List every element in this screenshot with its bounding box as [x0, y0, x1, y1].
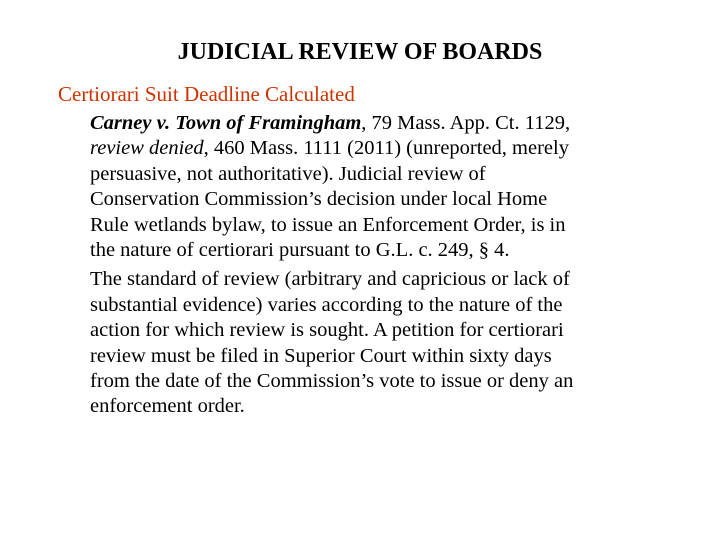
case-citation-1: , 79 Mass. App. Ct. 1129,: [361, 112, 571, 134]
standard-line-3: action for which review is sought. A petition for certiorari: [90, 319, 564, 342]
standard-line-4: review must be filed in Superior Court within sixty days: [90, 344, 552, 367]
standard-line-5: from the date of the Commission’s vote to issue or deny an: [90, 370, 574, 393]
section-heading: Certiorari Suit Deadline Calculated: [58, 82, 355, 106]
case-line-3: persuasive, not authoritative). Judicial review of: [90, 162, 486, 185]
standard-paragraph: [90, 267, 670, 419]
slide-title: JUDICIAL REVIEW OF BOARDS: [177, 39, 543, 65]
standard-line-2: substantial evidence) varies according to the nature of the: [90, 293, 563, 316]
case-citation-2: , 460 Mass. 1111 (2011) (unreported, merely: [203, 137, 569, 160]
standard-line-1: The standard of review (arbitrary and capricious or lack of: [90, 268, 570, 291]
case-line-5: Rule wetlands bylaw, to issue an Enforcement Order, is in: [90, 213, 566, 236]
case-line-2: [90, 136, 670, 161]
review-denied-text: review denied: [90, 137, 204, 160]
case-paragraph: [90, 111, 670, 263]
case-name: Carney v. Town of Framingham: [90, 112, 362, 134]
case-line-1: [90, 111, 670, 136]
case-line-4: Conservation Commission’s decision under local Home: [90, 188, 548, 211]
case-line-6: the nature of certiorari pursuant to G.L. c. 249, § 4.: [90, 239, 510, 262]
body-text: [90, 111, 670, 420]
standard-line-6: enforcement order.: [90, 395, 245, 418]
